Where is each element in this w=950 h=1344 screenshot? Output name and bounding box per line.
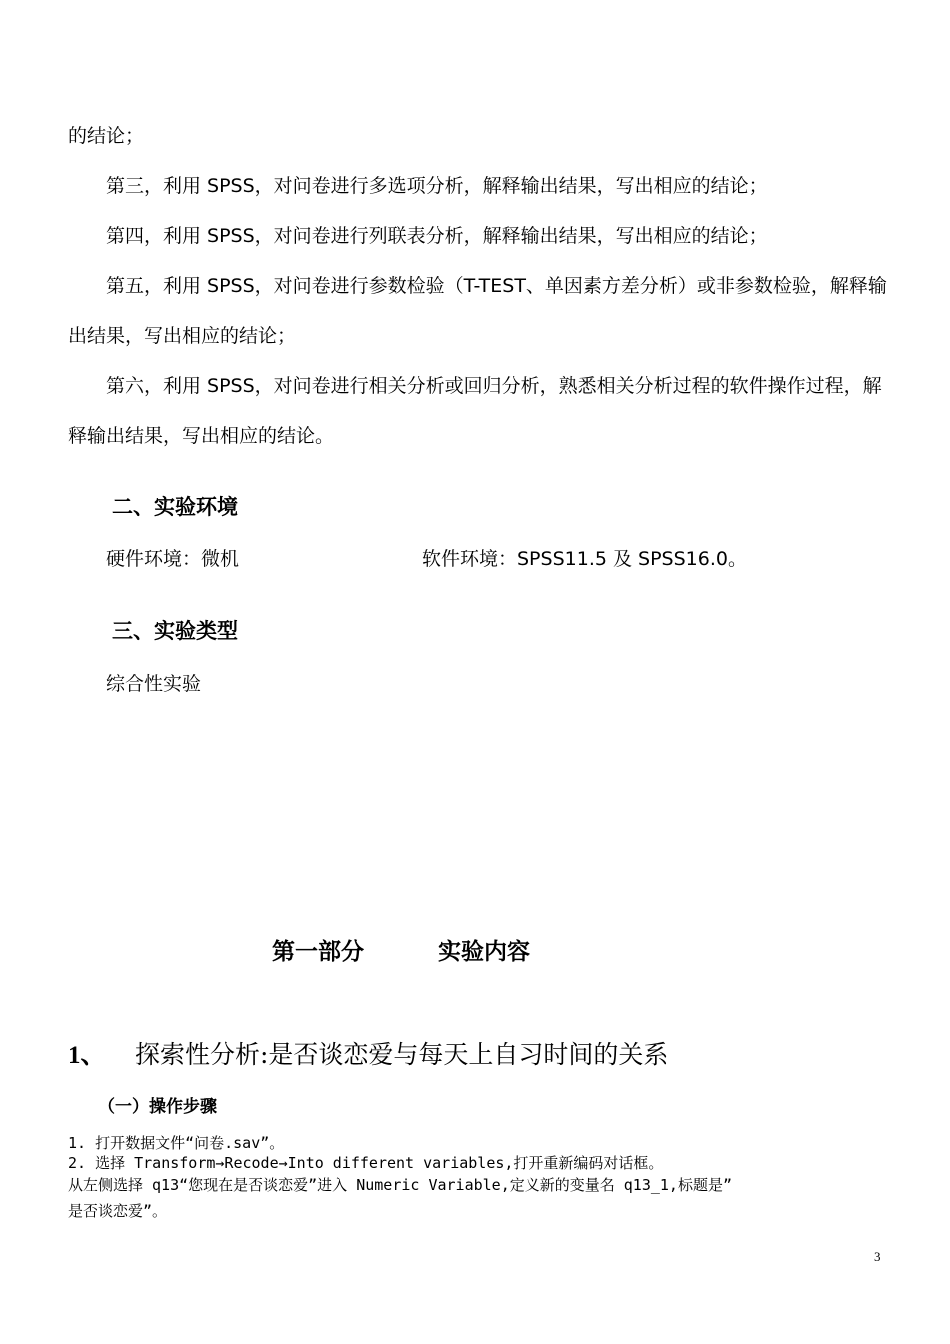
software-environment: 软件环境：SPSS11.5 及 SPSS16.0。 [422,548,747,570]
hardware-environment: 硬件环境：微机 [106,548,240,570]
topic-heading [68,1040,106,1071]
step-2: 2. 选择 Transform→Recode→Into different variables,打开重新编码对话框。 [68,1154,664,1172]
body-line-1: 的结论； [68,125,145,147]
part-title: 实验内容 [438,939,530,965]
body-line-7: 释输出结果，写出相应的结论。 [68,425,335,447]
body-line-4: 第五，利用 SPSS，对问卷进行参数检验（T-TEST、单因素方差分析）或非参数检验，解释输 [106,275,887,297]
topic-title: 探索性分析:是否谈恋爱与每天上自习时间的关系 [135,1040,669,1069]
experiment-type: 综合性实验 [106,673,202,695]
body-line-5: 出结果，写出相应的结论； [68,325,297,347]
section-heading-environment: 二、实验环境 [112,495,238,519]
step-2-continuation-2: 是否谈恋爱”。 [68,1202,168,1220]
topic-number: 1、 [68,1042,106,1069]
body-line-6: 第六，利用 SPSS，对问卷进行相关分析或回归分析，熟悉相关分析过程的软件操作过程，解 [106,375,882,397]
body-line-2: 第三，利用 SPSS，对问卷进行多选项分析，解释输出结果，写出相应的结论； [106,175,768,197]
step-2-continuation-1: 从左侧选择 q13“您现在是否谈恋爱”进入 Numeric Variable,定义新的变量名 q13_1,标题是” [68,1176,732,1194]
section-heading-type: 三、实验类型 [112,619,238,643]
body-line-3: 第四，利用 SPSS，对问卷进行列联表分析，解释输出结果，写出相应的结论； [106,225,768,247]
step-1: 1. 打开数据文件“问卷.sav”。 [68,1134,285,1152]
part-label: 第一部分 [272,939,364,965]
page-number: 3 [874,1249,881,1264]
steps-title: （一）操作步骤 [98,1097,217,1117]
